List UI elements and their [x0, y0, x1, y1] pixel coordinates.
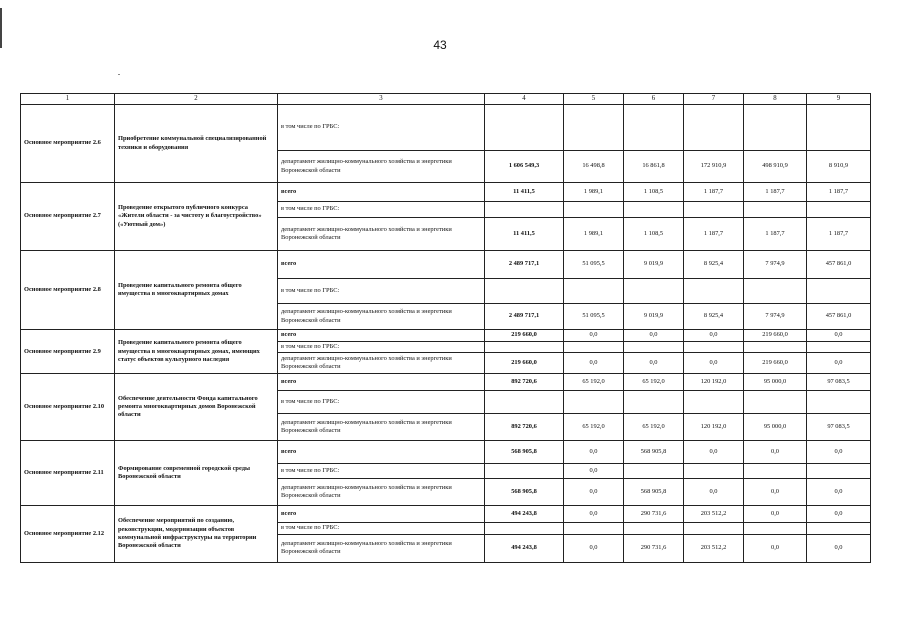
column-header: 4: [485, 94, 564, 105]
value-cell: 219 660,0: [744, 330, 807, 342]
row-label-dept: департамент жилищно-коммунального хозяйства и энергетики Воронежской области: [278, 304, 485, 330]
empty-cell: [684, 523, 744, 534]
value-cell: 0,0: [624, 330, 684, 342]
value-cell: 65 192,0: [564, 414, 624, 441]
value-cell: 1 108,5: [624, 183, 684, 202]
empty-cell: [807, 202, 871, 218]
value-cell: 1 187,7: [807, 218, 871, 251]
value-cell: 1 187,7: [684, 183, 744, 202]
value-cell: 0,0: [744, 534, 807, 562]
row-label-dept: департамент жилищно-коммунального хозяйства и энергетики Воронежской области: [278, 414, 485, 441]
value-cell: 16 498,8: [564, 151, 624, 183]
value-cell: 0,0: [564, 441, 624, 464]
value-cell: 219 660,0: [485, 353, 564, 374]
empty-cell: [624, 202, 684, 218]
value-cell: 494 243,8: [485, 506, 564, 523]
empty-cell: [744, 342, 807, 353]
event-code: Основное мероприятие 2.12: [21, 506, 115, 562]
value-cell: 51 095,5: [564, 304, 624, 330]
value-cell: 203 512,2: [684, 506, 744, 523]
column-header: 9: [807, 94, 871, 105]
value-cell: [624, 464, 684, 479]
row-label-grbs: в том числе по ГРБС:: [278, 391, 485, 414]
value-cell: 65 192,0: [624, 414, 684, 441]
value-cell: 1 989,1: [564, 183, 624, 202]
empty-cell: [684, 105, 744, 151]
empty-cell: [624, 105, 684, 151]
event-name: Проведение капитального ремонта общего имущества в многоквартирных домах: [115, 251, 278, 330]
empty-cell: [807, 342, 871, 353]
total-row: [21, 506, 871, 523]
value-cell: 1 187,7: [744, 183, 807, 202]
event-code: Основное мероприятие 2.11: [21, 441, 115, 506]
event-code: Основное мероприятие 2.6: [21, 105, 115, 183]
value-cell: 892 720,6: [485, 414, 564, 441]
total-row: [21, 374, 871, 391]
empty-cell: [564, 105, 624, 151]
value-cell: 1 108,5: [624, 218, 684, 251]
value-cell: 97 083,5: [807, 414, 871, 441]
column-header: 2: [115, 94, 278, 105]
empty-cell: [564, 202, 624, 218]
value-cell: 97 083,5: [807, 374, 871, 391]
empty-cell: [624, 391, 684, 414]
value-cell: 290 731,6: [624, 506, 684, 523]
value-cell: 1 187,7: [684, 218, 744, 251]
value-cell: 0,0: [807, 506, 871, 523]
value-cell: 568 905,8: [485, 479, 564, 506]
value-cell: 0,0: [744, 479, 807, 506]
value-cell: 0,0: [684, 330, 744, 342]
empty-cell: [485, 279, 564, 304]
value-cell: 120 192,0: [684, 374, 744, 391]
event-name: Проведение открытого публичного конкурса «Жители области - за чистоту и благоустройство» («Уютный дом»): [115, 183, 278, 251]
value-cell: 0,0: [564, 464, 624, 479]
budget-table-body: [21, 94, 871, 563]
value-cell: 0,0: [624, 353, 684, 374]
grbs-row: [21, 105, 871, 151]
value-cell: 568 905,8: [624, 479, 684, 506]
row-label-total: всего: [278, 251, 485, 279]
value-cell: 172 910,9: [684, 151, 744, 183]
value-cell: 498 910,9: [744, 151, 807, 183]
empty-cell: [807, 105, 871, 151]
value-cell: 1 989,1: [564, 218, 624, 251]
value-cell: 494 243,8: [485, 534, 564, 562]
scan-speck: [118, 74, 120, 75]
empty-cell: [744, 523, 807, 534]
value-cell: 568 905,8: [485, 441, 564, 464]
value-cell: 0,0: [564, 330, 624, 342]
event-name: Обеспечение деятельности Фонда капитального ремонта многоквартирных домов Воронежской области: [115, 374, 278, 441]
value-cell: 0,0: [744, 506, 807, 523]
row-label-dept: департамент жилищно-коммунального хозяйства и энергетики Воронежской области: [278, 218, 485, 251]
column-header: 3: [278, 94, 485, 105]
empty-cell: [807, 523, 871, 534]
empty-cell: [564, 279, 624, 304]
event-name: Обеспечение мероприятий по созданию, реконструкции, модернизации объектов коммунальной инфраструктуры на территории Воронежской области: [115, 506, 278, 562]
value-cell: 11 411,5: [485, 218, 564, 251]
value-cell: 1 187,7: [807, 183, 871, 202]
page-number: 43: [433, 38, 447, 52]
value-cell: 16 861,8: [624, 151, 684, 183]
event-code: Основное мероприятие 2.7: [21, 183, 115, 251]
event-name: Формирование современной городской среды Воронежской области: [115, 441, 278, 506]
value-cell: 0,0: [807, 479, 871, 506]
value-cell: 8 925,4: [684, 304, 744, 330]
row-label-total: всего: [278, 506, 485, 523]
empty-cell: [807, 279, 871, 304]
event-name: Приобретение коммунальной специализированной техники и оборудования: [115, 105, 278, 183]
column-header: 1: [21, 94, 115, 105]
value-cell: 457 861,0: [807, 304, 871, 330]
value-cell: 0,0: [564, 506, 624, 523]
row-label-dept: департамент жилищно-коммунального хозяйства и энергетики Воронежской области: [278, 353, 485, 374]
total-row: [21, 183, 871, 202]
row-label-grbs: в том числе по ГРБС:: [278, 342, 485, 353]
value-cell: 0,0: [684, 479, 744, 506]
value-cell: 2 489 717,1: [485, 304, 564, 330]
column-header: 7: [684, 94, 744, 105]
row-label-dept: департамент жилищно-коммунального хозяйства и энергетики Воронежской области: [278, 151, 485, 183]
value-cell: 0,0: [807, 353, 871, 374]
total-row: [21, 441, 871, 464]
empty-cell: [744, 391, 807, 414]
empty-cell: [485, 391, 564, 414]
value-cell: 9 019,9: [624, 304, 684, 330]
value-cell: 0,0: [564, 353, 624, 374]
value-cell: 0,0: [807, 330, 871, 342]
row-label-total: всего: [278, 441, 485, 464]
empty-cell: [624, 279, 684, 304]
value-cell: 568 905,8: [624, 441, 684, 464]
value-cell: 1 187,7: [744, 218, 807, 251]
value-cell: 7 974,9: [744, 251, 807, 279]
row-label-grbs: в том числе по ГРБС:: [278, 105, 485, 151]
value-cell: 0,0: [807, 534, 871, 562]
empty-cell: [684, 342, 744, 353]
row-label-grbs: в том числе по ГРБС:: [278, 464, 485, 479]
value-cell: [684, 464, 744, 479]
value-cell: [807, 464, 871, 479]
value-cell: [485, 464, 564, 479]
empty-cell: [744, 202, 807, 218]
empty-cell: [485, 342, 564, 353]
column-header: 6: [624, 94, 684, 105]
event-code: Основное мероприятие 2.8: [21, 251, 115, 330]
empty-cell: [485, 105, 564, 151]
row-label-dept: департамент жилищно-коммунального хозяйства и энергетики Воронежской области: [278, 479, 485, 506]
empty-cell: [485, 202, 564, 218]
empty-cell: [564, 391, 624, 414]
empty-cell: [684, 391, 744, 414]
row-label-grbs: в том числе по ГРБС:: [278, 202, 485, 218]
value-cell: 892 720,6: [485, 374, 564, 391]
value-cell: 0,0: [564, 479, 624, 506]
value-cell: 0,0: [684, 441, 744, 464]
value-cell: 219 660,0: [485, 330, 564, 342]
row-label-total: всего: [278, 374, 485, 391]
value-cell: 2 489 717,1: [485, 251, 564, 279]
header-row: [21, 94, 871, 105]
row-label-total: всего: [278, 330, 485, 342]
budget-table: [20, 93, 871, 563]
scan-edge-mark: [0, 8, 2, 48]
row-label-dept: департамент жилищно-коммунального хозяйства и энергетики Воронежской области: [278, 534, 485, 562]
empty-cell: [807, 391, 871, 414]
value-cell: 290 731,6: [624, 534, 684, 562]
value-cell: 65 192,0: [564, 374, 624, 391]
value-cell: 0,0: [744, 441, 807, 464]
value-cell: 0,0: [684, 353, 744, 374]
empty-cell: [564, 523, 624, 534]
value-cell: 65 192,0: [624, 374, 684, 391]
event-name: Проведение капитального ремонта общего имущества в многоквартирных домах, имеющих статус объектов культурного наследия: [115, 330, 278, 374]
value-cell: 8 910,9: [807, 151, 871, 183]
value-cell: 7 974,9: [744, 304, 807, 330]
value-cell: 0,0: [807, 441, 871, 464]
empty-cell: [624, 523, 684, 534]
value-cell: 9 019,9: [624, 251, 684, 279]
value-cell: 457 861,0: [807, 251, 871, 279]
column-header: 8: [744, 94, 807, 105]
value-cell: 51 095,5: [564, 251, 624, 279]
empty-cell: [564, 342, 624, 353]
value-cell: 0,0: [564, 534, 624, 562]
value-cell: 1 606 549,3: [485, 151, 564, 183]
total-row: [21, 251, 871, 279]
column-header: 5: [564, 94, 624, 105]
value-cell: 95 000,0: [744, 414, 807, 441]
empty-cell: [684, 202, 744, 218]
total-row: [21, 330, 871, 342]
value-cell: 120 192,0: [684, 414, 744, 441]
empty-cell: [684, 279, 744, 304]
value-cell: [744, 464, 807, 479]
value-cell: 8 925,4: [684, 251, 744, 279]
event-code: Основное мероприятие 2.9: [21, 330, 115, 374]
row-label-grbs: в том числе по ГРБС:: [278, 523, 485, 534]
event-code: Основное мероприятие 2.10: [21, 374, 115, 441]
value-cell: 219 660,0: [744, 353, 807, 374]
empty-cell: [744, 105, 807, 151]
value-cell: 11 411,5: [485, 183, 564, 202]
row-label-total: всего: [278, 183, 485, 202]
empty-cell: [744, 279, 807, 304]
row-label-grbs: в том числе по ГРБС:: [278, 279, 485, 304]
value-cell: 203 512,2: [684, 534, 744, 562]
empty-cell: [485, 523, 564, 534]
value-cell: 95 000,0: [744, 374, 807, 391]
empty-cell: [624, 342, 684, 353]
